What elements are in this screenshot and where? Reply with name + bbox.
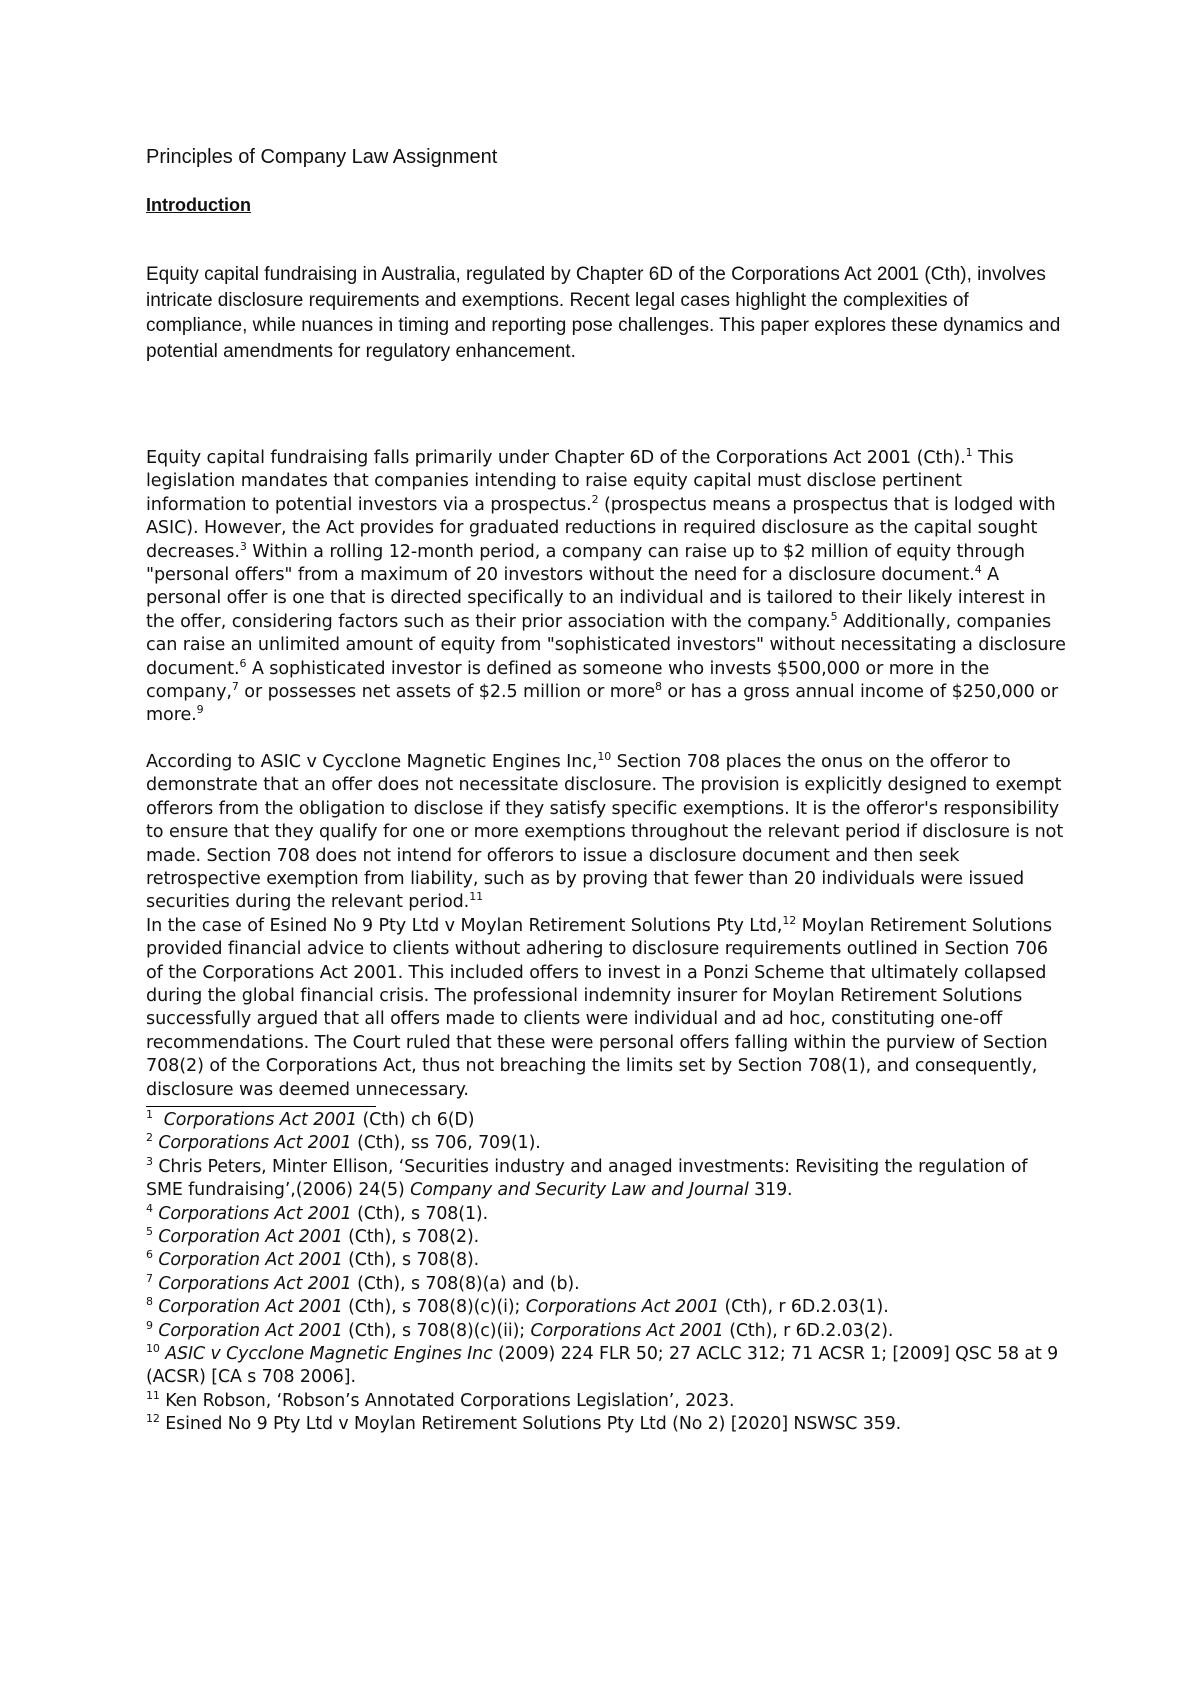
document-title: Principles of Company Law Assignment <box>146 146 498 168</box>
footnote-text: (Cth), s 708(8)(c)(i); <box>342 1297 526 1318</box>
footnote-text: (Cth), ss 706, 709(1). <box>351 1133 541 1154</box>
footnote-text: (Cth), r 6D.2.03(2). <box>723 1320 894 1341</box>
footnote-text: 319. <box>748 1180 793 1201</box>
footnote-number: 4 <box>146 1201 153 1215</box>
footnote-italic: Corporations Act 2001 <box>158 1203 352 1224</box>
footnote-italic: Corporations Act 2001 <box>530 1320 724 1341</box>
footnote-ref[interactable]: 11 <box>469 890 483 904</box>
footnote-ref[interactable]: 9 <box>196 703 204 717</box>
footnote-number: 5 <box>146 1225 153 1239</box>
text-run: or has a gross annual income of $250,000 or more. <box>146 682 1059 726</box>
footnote-italic: Corporation Act 2001 <box>158 1250 343 1271</box>
footnote-ref[interactable]: 1 <box>965 446 973 460</box>
footnote-ref[interactable]: 8 <box>654 680 662 694</box>
footnote-4 <box>146 1203 1066 1226</box>
text-run: Section 708 places the onus on the offeror to demonstrate that an offer does not necessitate disclosure. The provision is explicitly designed to exempt offerors from the obligation to disclose if they satisfy specific exemptions. It is the offeror's responsibility to ensure that they qualify for one or more exemptions throughout the relevant period if disclosure is not made. Section 708 does not intend for offerors to issue a disclosure document and then seek retrospective exemption from liability, such as by proving that fewer than 20 individuals were issued securities during the relevant period. <box>146 751 1064 913</box>
footnote-1 <box>146 1109 1066 1132</box>
footnote-2 <box>146 1132 1066 1155</box>
footnote-italic: Corporation Act 2001 <box>158 1227 343 1247</box>
footnote-ref[interactable]: 5 <box>830 609 838 623</box>
footnote-number: 6 <box>146 1248 153 1262</box>
footnote-italic: Corporations Act 2001 <box>163 1109 358 1130</box>
footnote-ref[interactable]: 12 <box>782 913 797 927</box>
footnote-number: 9 <box>146 1318 153 1332</box>
footnote-ref[interactable]: 6 <box>239 656 247 670</box>
footnote-text: (Cth), s 708(8). <box>342 1250 480 1271</box>
footnote-3 <box>146 1156 1066 1203</box>
body-paragraph-2 <box>146 751 1066 915</box>
footnote-italic: Corporation Act 2001 <box>158 1297 343 1318</box>
footnote-number: 2 <box>146 1131 153 1145</box>
text-run: According to ASIC v Cycclone Magnetic Engines Inc, <box>146 751 598 772</box>
intro-paragraph: Equity capital fundraising in Australia, regulated by Chapter 6D of the Corporations Act 2001 (Cth), involves intricate disclosure requirements and exemptions. Recent legal cases highlight the complexities of compliance, while nuances in timing and reporting pose challenges. This paper explores these dynamics and potential amendments for regulatory enhancement. <box>146 264 1061 362</box>
footnote-10 <box>146 1343 1066 1390</box>
footnote-number: 8 <box>146 1295 153 1309</box>
footnote-12 <box>146 1413 1066 1436</box>
footnote-text: (Cth), s 708(8)(a) and (b). <box>351 1273 580 1294</box>
footnote-ref[interactable]: 10 <box>597 750 612 764</box>
footnote-7 <box>146 1273 1066 1296</box>
footnote-5 <box>146 1226 1066 1249</box>
footnote-text: Ken Robson, ‘Robson’s Annotated Corporations Legislation’, 2023. <box>159 1390 735 1411</box>
text-run: Equity capital fundraising falls primarily under Chapter 6D of the Corporations Act 2001 (Cth). <box>146 448 966 468</box>
footnote-text: Chris Peters, Minter Ellison, ‘Securities industry and anaged investments: Revisiting the regulation of SME fundraising’,(2006) 24(5) <box>146 1156 1028 1201</box>
footnote-ref[interactable]: 7 <box>231 680 239 694</box>
text-run: Within a rolling 12-month period, a company can raise up to $2 million of equity through "personal offers" from a maximum of 20 investors without the need for a disclosure document. <box>146 541 1025 586</box>
footnote-6 <box>146 1249 1066 1272</box>
body-paragraph-1 <box>146 447 1066 728</box>
footnote-text: (Cth) ch 6(D) <box>357 1109 475 1130</box>
text-run: A personal offer is one that is directed specifically to an individual and is tailored to their likely interest in the offer, considering factors such as their prior association with the company. <box>146 565 1046 632</box>
text-run: Moylan Retirement Solutions provided financial advice to clients without adhering to disclosure requirements outlined in Section 706 of the Corporations Act 2001. This included offers to invest in a Ponzi Scheme that ultimately collapsed during the global financial crisis. The professional indemnity insurer for Moylan Retirement Solutions successfully argued that all offers made to clients were individual and ad hoc, constituting one-off recommendations. The Court ruled that these were personal offers falling within the purview of Section 708(2) of the Corporations Act, thus not breaching the limits set by Section 708(1), and consequently, disclosure was deemed unnecessary. <box>146 915 1052 1100</box>
footnote-text: (Cth), s 708(1). <box>351 1203 489 1224</box>
text-run: This legislation mandates that companies intending to raise equity capital must disclose pertinent information to potential investors via a prospectus. <box>146 448 1014 515</box>
footnote-number: 10 <box>146 1342 160 1356</box>
footnote-italic: ASIC v Cycclone Magnetic Engines Inc <box>165 1344 493 1365</box>
footnote-ref[interactable]: 2 <box>591 492 599 506</box>
text-run: A sophisticated investor is defined as someone who invests $500,000 or more in the company, <box>146 658 990 703</box>
footnote-italic: Corporations Act 2001 <box>158 1133 352 1154</box>
footnote-number: 1 <box>146 1108 153 1122</box>
footnote-italic: Corporation Act 2001 <box>158 1320 343 1341</box>
footnote-italic: Corporations Act 2001 <box>525 1297 720 1318</box>
document-content <box>146 145 1066 1437</box>
footnote-text: Esined No 9 Pty Ltd v Moylan Retirement Solutions Pty Ltd (No 2) [2020] NSWSC 359. <box>159 1414 902 1435</box>
footnote-ref[interactable]: 3 <box>239 539 247 553</box>
text-run: (prospectus means a prospectus that is lodged with ASIC). However, the Act provides for graduated reductions in required disclosure as the capital sought decreases. <box>146 494 1056 562</box>
footnote-8 <box>146 1296 1066 1319</box>
footnote-italic: Company and Security Law and Journal <box>410 1180 749 1201</box>
text-run: Additionally, companies can raise an unlimited amount of equity from "sophisticated investors" without necessitating a disclosure document. <box>146 611 1066 679</box>
footnote-number: 3 <box>146 1154 153 1168</box>
footnote-text: (Cth), r 6D.2.03(1). <box>719 1297 889 1318</box>
footnote-text: (Cth), s 708(2). <box>342 1227 480 1247</box>
footnote-number: 7 <box>146 1272 153 1286</box>
footnote-ref[interactable]: 4 <box>974 563 982 577</box>
footnotes <box>146 1109 1066 1437</box>
footnote-italic: Corporations Act 2001 <box>158 1273 352 1294</box>
footnote-11 <box>146 1390 1066 1413</box>
footnote-number: 12 <box>146 1412 160 1426</box>
footnote-number: 11 <box>146 1389 160 1403</box>
body-paragraph-3 <box>146 915 1066 1102</box>
text-run: or possesses net assets of $2.5 million or more <box>238 682 655 703</box>
text-run: In the case of Esined No 9 Pty Ltd v Moylan Retirement Solutions Pty Ltd, <box>146 915 783 936</box>
section-heading: Introduction <box>146 195 251 215</box>
footnote-text: (Cth), s 708(8)(c)(ii); <box>342 1320 531 1341</box>
footnote-text: (2009) 224 FLR 50; 27 ACLC 312; 71 ACSR 1; [2009] QSC 58 at 9 (ACSR) [CA s 708 2006]. <box>146 1344 1059 1388</box>
footnote-9 <box>146 1320 1066 1343</box>
footnote-separator <box>146 1106 376 1107</box>
